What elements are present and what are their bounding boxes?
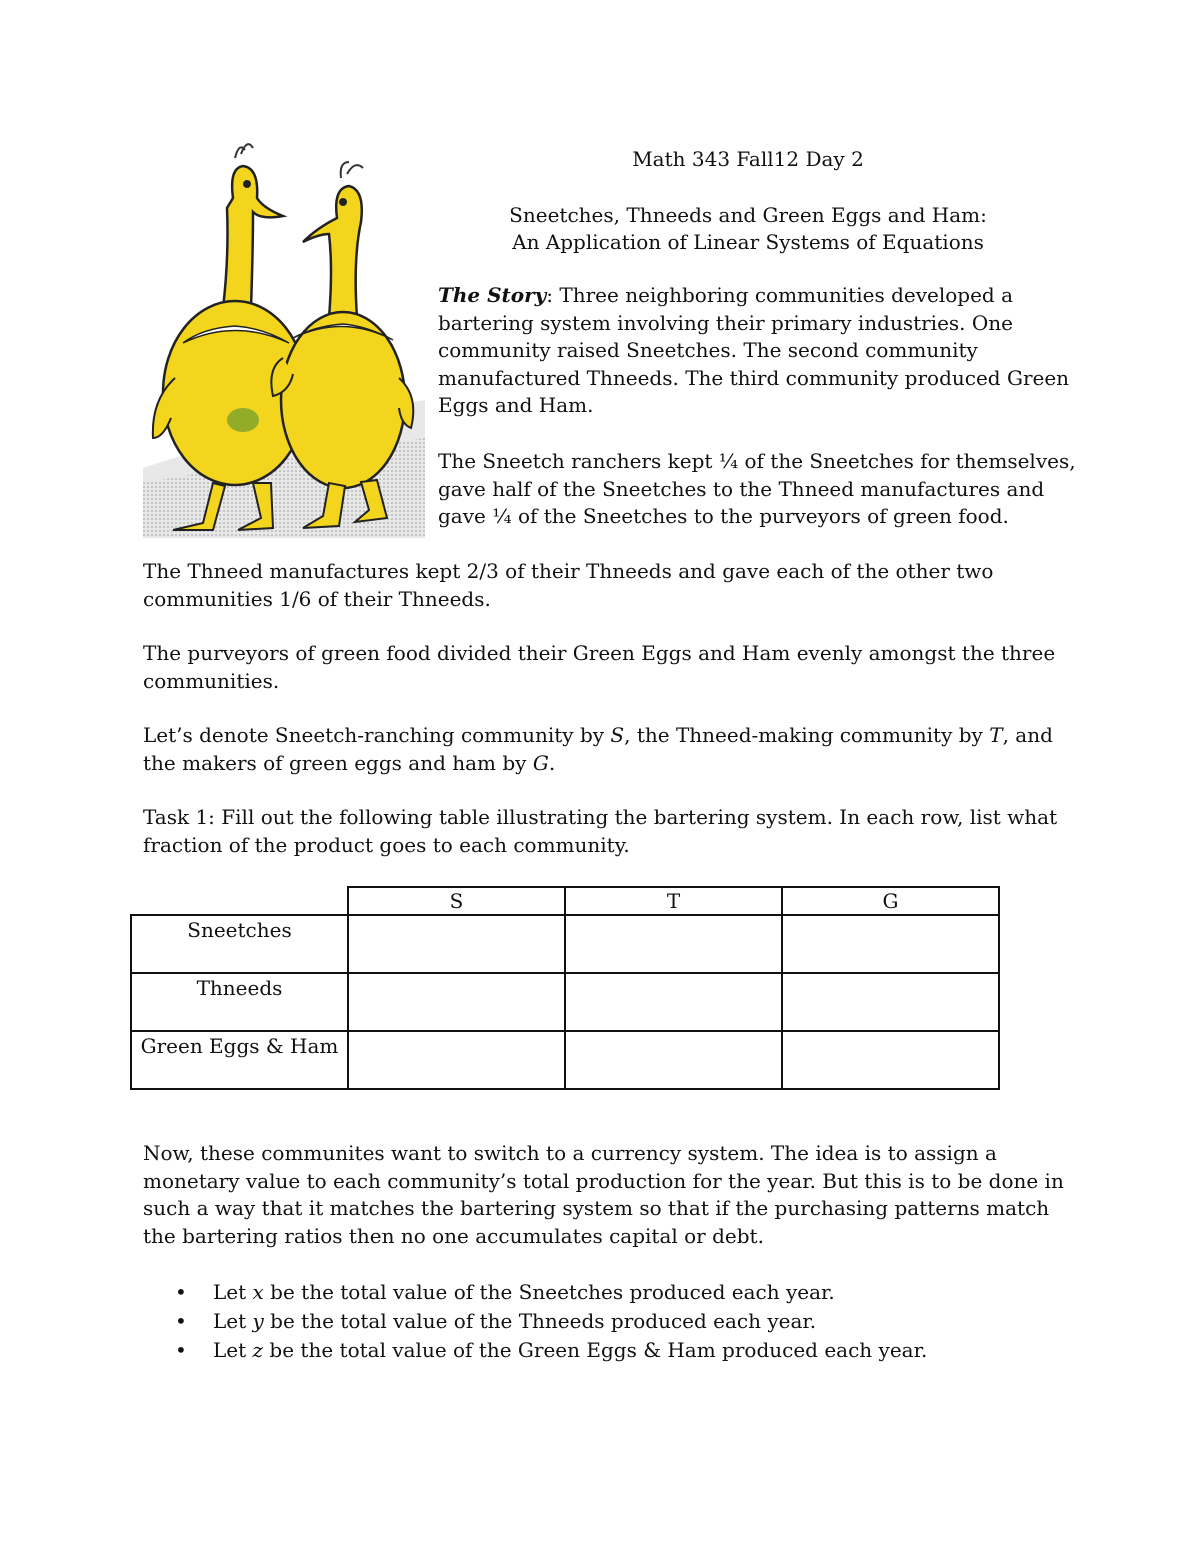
row-label-sneetches: Sneetches xyxy=(131,915,348,973)
title-line-2: An Application of Linear Systems of Equations xyxy=(512,230,984,254)
denote-text-1: Let’s denote Sneetch-ranching community by xyxy=(143,723,611,747)
cell-geh-t[interactable] xyxy=(565,1031,782,1089)
bullet-icon: • xyxy=(175,1309,187,1333)
story-text: : Three neighboring communities developed a bartering system involving their primary industries. One community raised Sneetches. The second community manufactured Thneeds. The third community produced Green Eggs and Ham. xyxy=(438,283,1070,417)
var-g: G xyxy=(532,750,549,775)
story-paragraph xyxy=(438,282,1078,420)
var-z: z xyxy=(252,1338,264,1362)
bullet-text-post: be the total value of the Thneeds produced each year. xyxy=(263,1309,817,1333)
cell-sneetches-s[interactable] xyxy=(348,915,565,973)
bullet-text-pre: Let xyxy=(213,1338,253,1362)
col-header-g: G xyxy=(782,887,999,915)
cell-thneeds-g[interactable] xyxy=(782,973,999,1031)
row-label-thneeds: Thneeds xyxy=(131,973,348,1031)
var-x: x xyxy=(252,1280,264,1304)
sneetch-paragraph: The Sneetch ranchers kept ¼ of the Sneetches for themselves, gave half of the Sneetches to the Thneed manufactures and gave ¼ of the Sneetches to the purveyors of green food. xyxy=(438,449,1076,528)
bullet-icon: • xyxy=(175,1280,187,1304)
denote-text-2: , the Thneed-making community by xyxy=(624,723,990,747)
var-y: y xyxy=(252,1309,264,1333)
bullet-text-pre: Let xyxy=(213,1280,253,1304)
table-header-row xyxy=(131,887,999,915)
currency-paragraph: Now, these communites want to switch to a currency system. The idea is to assign a monetary value to each community’s total production for the year. But this is to be done in such a way that it matches the bartering system so that if the purchasing patterns match the bartering ratios then no one accumulates capital or debt. xyxy=(143,1141,1064,1248)
table-row xyxy=(131,973,999,1031)
bullet-text-post: be the total value of the Green Eggs & Ham produced each year. xyxy=(263,1338,928,1362)
table-corner xyxy=(131,887,348,915)
cell-thneeds-s[interactable] xyxy=(348,973,565,1031)
cell-sneetches-t[interactable] xyxy=(565,915,782,973)
row-label-green-eggs-ham: Green Eggs & Ham xyxy=(131,1031,348,1089)
col-header-s: S xyxy=(348,887,565,915)
task1-paragraph: Task 1: Fill out the following table illustrating the bartering system. In each row, list what fraction of the product goes to each community. xyxy=(143,805,1058,857)
denote-text-3: , and the makers of green eggs and ham by xyxy=(143,723,1053,775)
table-row xyxy=(131,1031,999,1089)
var-t: T xyxy=(989,723,1003,747)
col-header-t: T xyxy=(565,887,782,915)
bullet-icon: • xyxy=(175,1338,187,1362)
variable-list xyxy=(143,1278,1043,1365)
sneetches-illustration xyxy=(143,138,425,538)
body-paragraphs xyxy=(143,558,1083,886)
course-line: Math 343 Fall12 Day 2 xyxy=(632,147,864,171)
cell-sneetches-g[interactable] xyxy=(782,915,999,973)
var-s: S xyxy=(610,723,625,747)
list-item xyxy=(143,1307,1043,1336)
thneed-paragraph: The Thneed manufactures kept 2/3 of their Thneeds and gave each of the other two communities 1/6 of their Thneeds. xyxy=(143,559,994,611)
list-item xyxy=(143,1278,1043,1307)
cell-thneeds-t[interactable] xyxy=(565,973,782,1031)
bartering-table xyxy=(130,886,1000,1090)
cell-geh-s[interactable] xyxy=(348,1031,565,1089)
green-food-paragraph: The purveyors of green food divided their Green Eggs and Ham evenly amongst the three communities. xyxy=(143,641,1056,693)
table-row xyxy=(131,915,999,973)
title-line-1: Sneetches, Thneeds and Green Eggs and Ham: xyxy=(509,202,987,227)
bullet-text-pre: Let xyxy=(213,1309,253,1333)
bullet-text-post: be the total value of the Sneetches produced each year. xyxy=(263,1280,835,1304)
document-header xyxy=(438,146,1058,257)
denote-text-4: . xyxy=(548,750,556,775)
story-label: The Story xyxy=(438,283,547,307)
cell-geh-g[interactable] xyxy=(782,1031,999,1089)
list-item xyxy=(143,1336,1043,1365)
denote-paragraph xyxy=(143,722,1083,777)
